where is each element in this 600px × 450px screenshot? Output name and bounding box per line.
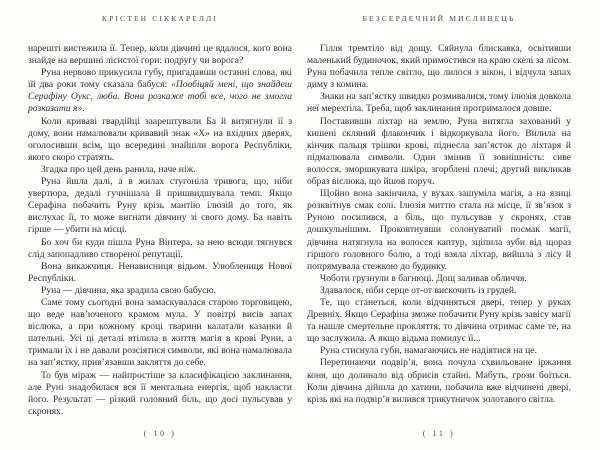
left-page	[28, 14, 292, 438]
paragraph	[28, 67, 292, 115]
text-segment: Згадка про цей день ранила, наче ніж.	[41, 163, 196, 175]
paragraph	[28, 370, 292, 418]
paragraph	[28, 43, 292, 67]
paragraph	[307, 188, 571, 273]
page-number-right: ( 11 )	[422, 429, 456, 438]
text-segment: Вона викажчиця. Ненависниця відьом. Улюблениця Нової Республіки.	[28, 260, 292, 284]
text-segment: «Пообіцяй мені, що знайдеш Серафіну Оукс, люба. Вона розкаже тобі все, чого не змогла розказати я»	[28, 79, 292, 115]
paragraph	[28, 164, 292, 176]
running-header-title: БЕЗСЕРДЕЧНИЙ МИСЛИВЕЦЬ	[362, 14, 516, 23]
text-segment: Руна стиснула губи, намагаючись не надіятися на це.	[320, 345, 537, 357]
left-page-text	[28, 43, 292, 418]
running-header-author: КРІСТЕН СІККАРЕЛЛІ	[101, 14, 219, 23]
page-number-left: ( 10 )	[143, 429, 177, 438]
text-segment: Знаки на зап’ястку швидко розмивалися, тому ілюзія довкола неї мерехтіла. Треба, щоб заклинання протрималося довше.	[307, 91, 571, 115]
text-segment: Коли криваві гвардійці заарештували Ба й витягнули її з дому, вони намалювали кривавий знак «Х» на вхідних дверях, оголосивши всім, що всередині знайшли ворога Республіки, якого скоро стратять.	[28, 115, 292, 163]
text-segment: Поставивши ліхтар на землю, Руна витягла захований у кишені скляний флакончик і відкоркувала його. Вилила на кінчик пальця трішки крові, піднесла зап’ясток до ліхтаря й підмалювала символи. Один змінив її зовнішність: сиве волосся, зморшкувата шкіра, згорблені плечі; другий викликав образ віслюка, що йшов поруч.	[307, 115, 571, 188]
text-segment: Гілля тремтіло від дощу. Сяйнула блискавка, освітивши маленький будиночок, який примостився на краю скелі за лісом. Руна побачила тепле світло, що лилося з вікон, і відчула запах диму з комина.	[307, 43, 571, 91]
paragraph	[307, 116, 571, 189]
paragraph	[28, 116, 292, 164]
paragraph	[307, 91, 571, 115]
text-segment: Здавалося, ніби серце от-от вискочить із грудей.	[320, 284, 517, 296]
text-segment: Руна нервово прикусила губу, пригадавши останні слова, які їй два роки тому сказала бабуся:	[28, 67, 292, 91]
paragraph	[307, 345, 571, 357]
paragraph	[28, 176, 292, 236]
paragraph	[307, 273, 571, 285]
text-segment: Саме тому сьогодні вона замаскувалася старою торговицею, що веде нав’юченого крамом мула. У повітрі висів запах віслюка, а при кожному кроці тварини калатали казанки й пательні. Усі ці деталі втілила в життя магія в крові Руни, а тримали їх і не давали розсіятися символи, які вона намалювала на зап’ястку, прив’язавши закляття до себе.	[28, 296, 292, 369]
paragraph	[307, 285, 571, 297]
paragraph	[28, 237, 292, 261]
paragraph	[28, 285, 292, 297]
text-segment: Те, що станеться, коли відчиняться двері, тепер у руках Древніх. Якщо Серафіна зможе побачити Руну крізь завісу магії та нашле смертельне прокляття, то дівчина отримає саме те, на що заслужила. А якщо відьма помилує її...	[307, 296, 571, 345]
paragraph	[307, 297, 571, 345]
text-segment: Чоботи грузнули в багнюці. Дощ заливав обличчя.	[320, 272, 527, 284]
text-segment: То був міраж — найпростіше за класифікацією заклинання, але Руні знадобилася вся її ментальна енергія, щоб накласти його. Результат — різкий головний біль, що досі пульсував у скронях.	[28, 369, 292, 417]
text-segment: Руна йшла далі, а в жилах стугоніла тривога, що, ніби увертюра, дедалі гучнішала й пришвидшувала темп. Якщо Серафіна побачить Руну крізь мантію ілюзій до того, як вислухає її, то може вигнати дівчину зі свого дому. Ба навіть гірше — убити на місці.	[28, 176, 292, 236]
text-segment: нарешті вистежила її. Тепер, коли дівчині це вдалося, кого вона знайде на вершині лісистої гори: подругу чи ворога?	[28, 43, 292, 67]
text-segment: Бо хоч би куди пішла Руна Вінтера, за нею всюди тягнувся слід запопадливо створеної репутації.	[28, 236, 292, 260]
paragraph	[307, 43, 571, 91]
text-segment: Перетинаючи подвір’я, вона почула схвильоване іржання коня, що долинало від обрисів стайні. Мабуть, грози боїться. Коли дівчина дійшла до хатини, побачила вже відчинені двері, крізь які на подвір’я вилився трикутничок золотавого світла.	[307, 357, 571, 405]
right-page-text	[307, 43, 571, 406]
paragraph	[307, 357, 571, 405]
text-segment: Щойно вона закінчила, у вухах зашуміла магія, а на язиці розквітнув смак солі. Ілюзія миттю стала на місце, її зв’язок з Руною посилився, а біль, що пульсував у скронях, став дошкульнішим. Проковтнувши солонуватий посмак магії, дівчина натягнула на волосся каптур, зціпила зуби від щораз гіршого головного болю, а тоді взяла ліхтар, вийшла з лісу й попрямувала стежкою до будинку.	[307, 188, 571, 272]
text-segment: .	[82, 103, 85, 115]
paragraph	[28, 261, 292, 285]
right-page	[307, 14, 571, 438]
paragraph	[28, 297, 292, 370]
text-segment: Руна — дівчина, яка зрадила свою бабусю.	[41, 284, 217, 296]
